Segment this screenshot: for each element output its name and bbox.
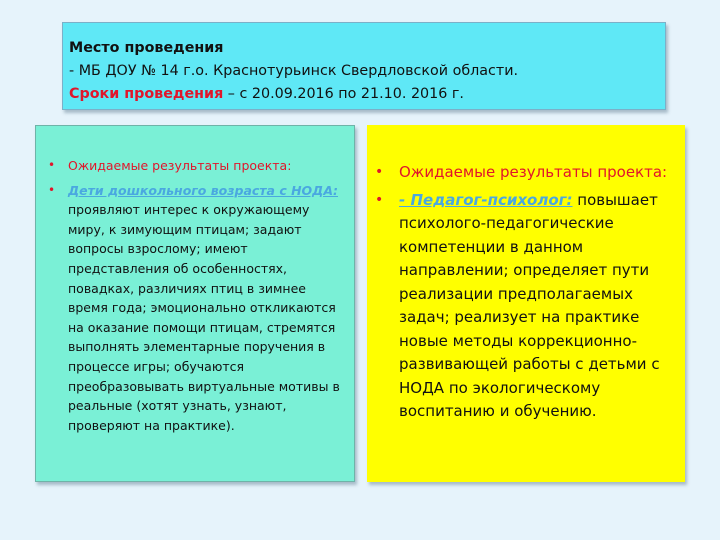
left-subject: Дети дошкольного возраста с НОДА:	[68, 182, 338, 198]
right-subject: - Педагог-психолог:	[399, 190, 573, 209]
left-heading: Ожидаемые результаты проекта:	[68, 158, 292, 173]
dates-line	[69, 83, 659, 106]
venue-label: Место проведения	[69, 40, 224, 56]
dates-text: – с 20.09.2016 по 21.10. 2016 г.	[223, 86, 464, 102]
left-heading-item	[48, 156, 346, 176]
right-body-item	[375, 189, 675, 424]
left-body: проявляют интерес к окружающему миру, к зимующим птицам; задают вопросы взрослому; имеют представления об особенностях, повадках, различиях птиц в зимнее время года; эмоционально откликаются на оказание помощи птицам, стремятся выполнять элементарные поручения в процессе игры; обучаются преобразовывать виртуальные мотивы в реальные (хотят узнать, узнают, проверяют на практике).	[68, 202, 340, 433]
right-body: повышает психолого-педагогические компетенции в данном направлении; определяет пути реализации предполагаемых задач; реализует на практике новые методы коррекционно-развивающей работы с детьми с НОДА по экологическому воспитанию и обучению.	[399, 190, 660, 420]
header-box	[62, 22, 666, 110]
right-heading: Ожидаемые результаты проекта:	[399, 163, 668, 181]
venue-text: - МБ ДОУ № 14 г.о. Краснотурьинск Свердловской области.	[69, 63, 519, 79]
bullet-icon: •	[48, 158, 56, 172]
right-panel	[367, 125, 685, 482]
dates-label: Сроки проведения	[69, 86, 224, 102]
right-list	[375, 161, 675, 424]
left-body-item	[48, 181, 346, 436]
right-heading-item	[375, 161, 675, 185]
left-list	[48, 156, 346, 435]
bullet-icon: •	[48, 182, 56, 197]
bullet-icon: •	[375, 164, 384, 180]
bullet-icon: •	[375, 191, 384, 208]
left-panel	[35, 125, 355, 482]
